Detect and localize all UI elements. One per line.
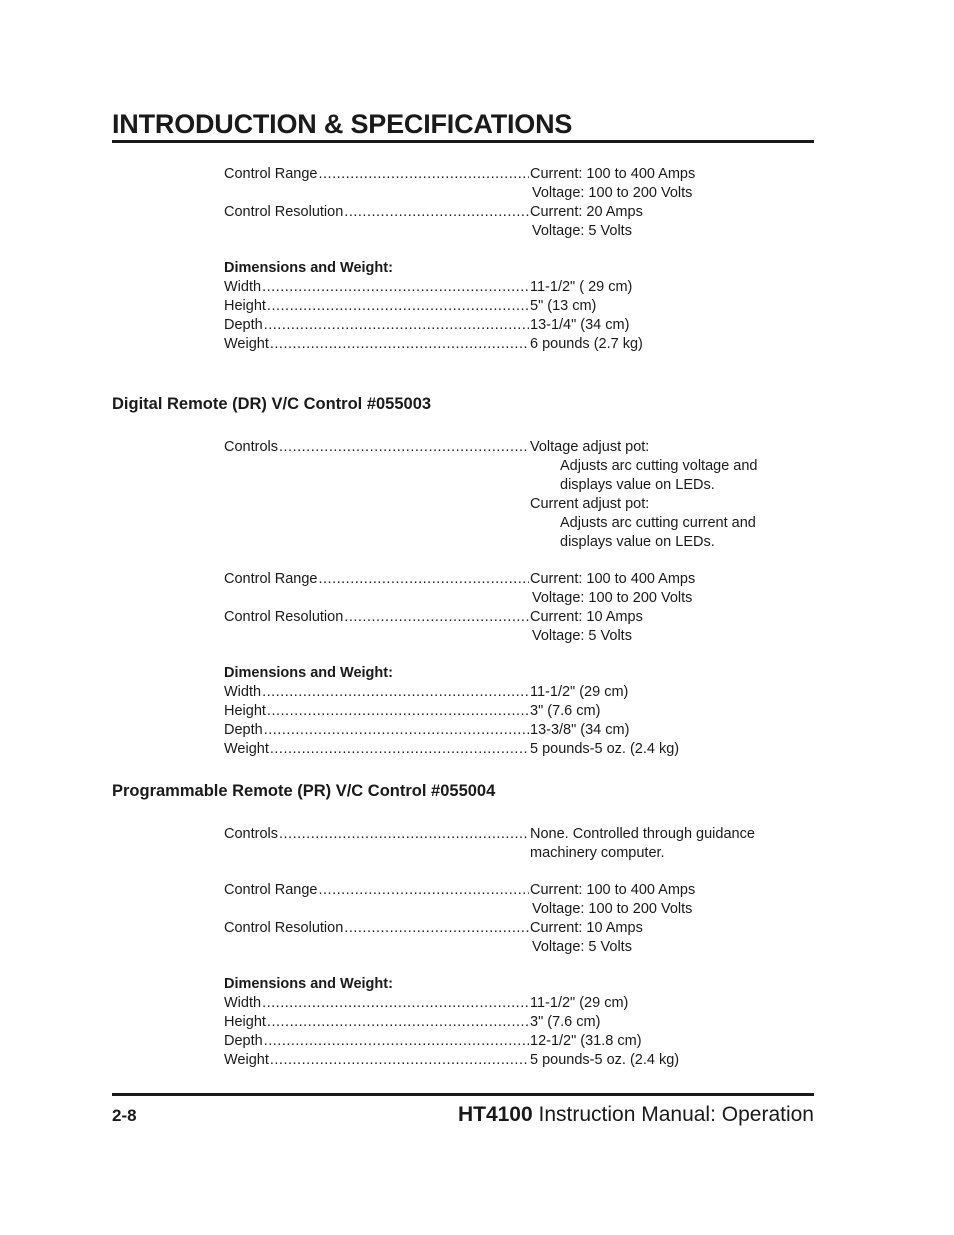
dimensions-heading: Dimensions and Weight: <box>224 260 393 276</box>
spec-label: Control Range <box>224 882 318 898</box>
dot-leader <box>319 570 530 589</box>
dot-leader <box>267 702 529 721</box>
spec-label: Depth <box>224 722 263 738</box>
page-title: INTRODUCTION & SPECIFICATIONS <box>112 109 573 139</box>
spec-value-continued: Voltage: 100 to 200 Volts <box>532 901 693 917</box>
spec-value: 3" (7.6 cm) <box>530 703 601 719</box>
dot-leader <box>319 881 530 900</box>
spec-row-control-resolution <box>224 919 814 938</box>
spec-value-continued: Voltage: 100 to 200 Volts <box>532 590 693 606</box>
spec-label: Weight <box>224 741 269 757</box>
spec-value: Voltage adjust pot: <box>530 439 650 455</box>
spec-value: Current: 100 to 400 Amps <box>530 166 696 182</box>
spec-value-continued: displays value on LEDs. <box>560 534 715 550</box>
spec-value: 13-3/8" (34 cm) <box>530 722 630 738</box>
spec-row-width <box>224 278 814 297</box>
section-heading-pr: Programmable Remote (PR) V/C Control #055004 <box>112 782 496 800</box>
spec-row-width <box>224 994 814 1013</box>
spec-label: Width <box>224 279 262 295</box>
spec-value-continued: displays value on LEDs. <box>560 477 715 493</box>
dot-leader <box>262 278 529 297</box>
spec-value: 5 pounds-5 oz. (2.4 kg) <box>530 741 680 757</box>
spec-label: Controls <box>224 826 278 842</box>
spec-row-weight <box>224 335 814 354</box>
spec-row-control-range <box>224 570 814 589</box>
pr-spec-block <box>224 825 814 1070</box>
spec-row-depth <box>224 316 814 335</box>
spec-value: 5" (13 cm) <box>530 298 597 314</box>
spec-label: Control Range <box>224 166 318 182</box>
dot-leader <box>344 203 529 222</box>
spec-label: Control Range <box>224 571 318 587</box>
spec-row-controls <box>224 438 814 457</box>
spec-value-continued: Voltage: 5 Volts <box>532 223 632 239</box>
dot-leader <box>262 994 529 1013</box>
spec-value-continued: Voltage: 100 to 200 Volts <box>532 185 693 201</box>
spec-row-depth <box>224 721 814 740</box>
spec-value: None. Controlled through guidance <box>530 826 755 842</box>
spec-value: Current: 10 Amps <box>530 609 643 625</box>
spec-label: Weight <box>224 336 269 352</box>
spec-row-control-range <box>224 881 814 900</box>
top-spec-block <box>224 165 814 354</box>
spec-value: 12-1/2" (31.8 cm) <box>530 1033 642 1049</box>
dot-leader <box>279 825 529 844</box>
spec-label: Height <box>224 1014 266 1030</box>
spec-label: Control Resolution <box>224 920 344 936</box>
spec-value-continued: Current adjust pot: <box>530 496 650 512</box>
spec-row-control-resolution <box>224 203 814 222</box>
dot-leader <box>279 438 529 457</box>
spec-value: 5 pounds-5 oz. (2.4 kg) <box>530 1052 680 1068</box>
spec-value-continued: Voltage: 5 Volts <box>532 939 632 955</box>
dot-leader <box>270 740 529 759</box>
dot-leader <box>264 316 529 335</box>
dot-leader <box>264 721 529 740</box>
spec-value: 11-1/2" (29 cm) <box>530 684 629 700</box>
spec-value: 11-1/2" (29 cm) <box>530 995 629 1011</box>
dot-leader <box>264 1032 529 1051</box>
spec-row-controls <box>224 825 814 844</box>
dot-leader <box>267 1013 529 1032</box>
spec-row-control-range <box>224 165 814 184</box>
spec-value: Current: 100 to 400 Amps <box>530 571 696 587</box>
page-number: 2-8 <box>112 1106 137 1125</box>
dot-leader <box>344 608 529 627</box>
model-name: HT4100 <box>457 1103 533 1126</box>
spec-row-control-resolution <box>224 608 814 627</box>
spec-label: Depth <box>224 1033 263 1049</box>
spec-label: Controls <box>224 439 278 455</box>
spec-row-height <box>224 702 814 721</box>
spec-label: Control Resolution <box>224 204 344 220</box>
spec-row-depth <box>224 1032 814 1051</box>
dot-leader <box>270 335 529 354</box>
spec-value: Current: 20 Amps <box>530 204 643 220</box>
spec-value: 3" (7.6 cm) <box>530 1014 601 1030</box>
dot-leader <box>319 165 530 184</box>
dot-leader <box>270 1051 529 1070</box>
spec-row-height <box>224 1013 814 1032</box>
spec-label: Height <box>224 703 266 719</box>
spec-label: Width <box>224 995 262 1011</box>
spec-label: Width <box>224 684 262 700</box>
spec-row-weight <box>224 740 814 759</box>
dimensions-heading: Dimensions and Weight: <box>224 665 393 681</box>
manual-title <box>458 1100 814 1130</box>
spec-value-continued: Voltage: 5 Volts <box>532 628 632 644</box>
dimensions-heading: Dimensions and Weight: <box>224 976 393 992</box>
spec-value: 11-1/2" ( 29 cm) <box>530 279 633 295</box>
spec-row-width <box>224 683 814 702</box>
spec-label: Weight <box>224 1052 269 1068</box>
section-heading-dr: Digital Remote (DR) V/C Control #055003 <box>112 395 432 413</box>
dr-spec-block <box>224 438 814 759</box>
spec-value-continued: Adjusts arc cutting voltage and <box>560 458 758 474</box>
dot-leader <box>344 919 529 938</box>
dot-leader <box>262 683 529 702</box>
header-rule <box>112 140 814 143</box>
spec-label: Height <box>224 298 266 314</box>
spec-label: Control Resolution <box>224 609 344 625</box>
spec-value: 13-1/4" (34 cm) <box>530 317 630 333</box>
spec-value-continued: machinery computer. <box>530 845 665 861</box>
spec-value-continued: Adjusts arc cutting current and <box>560 515 756 531</box>
spec-label: Depth <box>224 317 263 333</box>
spec-value: Current: 10 Amps <box>530 920 643 936</box>
footer-rule <box>112 1093 814 1096</box>
spec-value: Current: 100 to 400 Amps <box>530 882 696 898</box>
spec-value: 6 pounds (2.7 kg) <box>530 336 643 352</box>
spec-row-weight <box>224 1051 814 1070</box>
spec-row-height <box>224 297 814 316</box>
dot-leader <box>267 297 529 316</box>
manual-subtitle: Instruction Manual: Operation <box>532 1103 814 1126</box>
